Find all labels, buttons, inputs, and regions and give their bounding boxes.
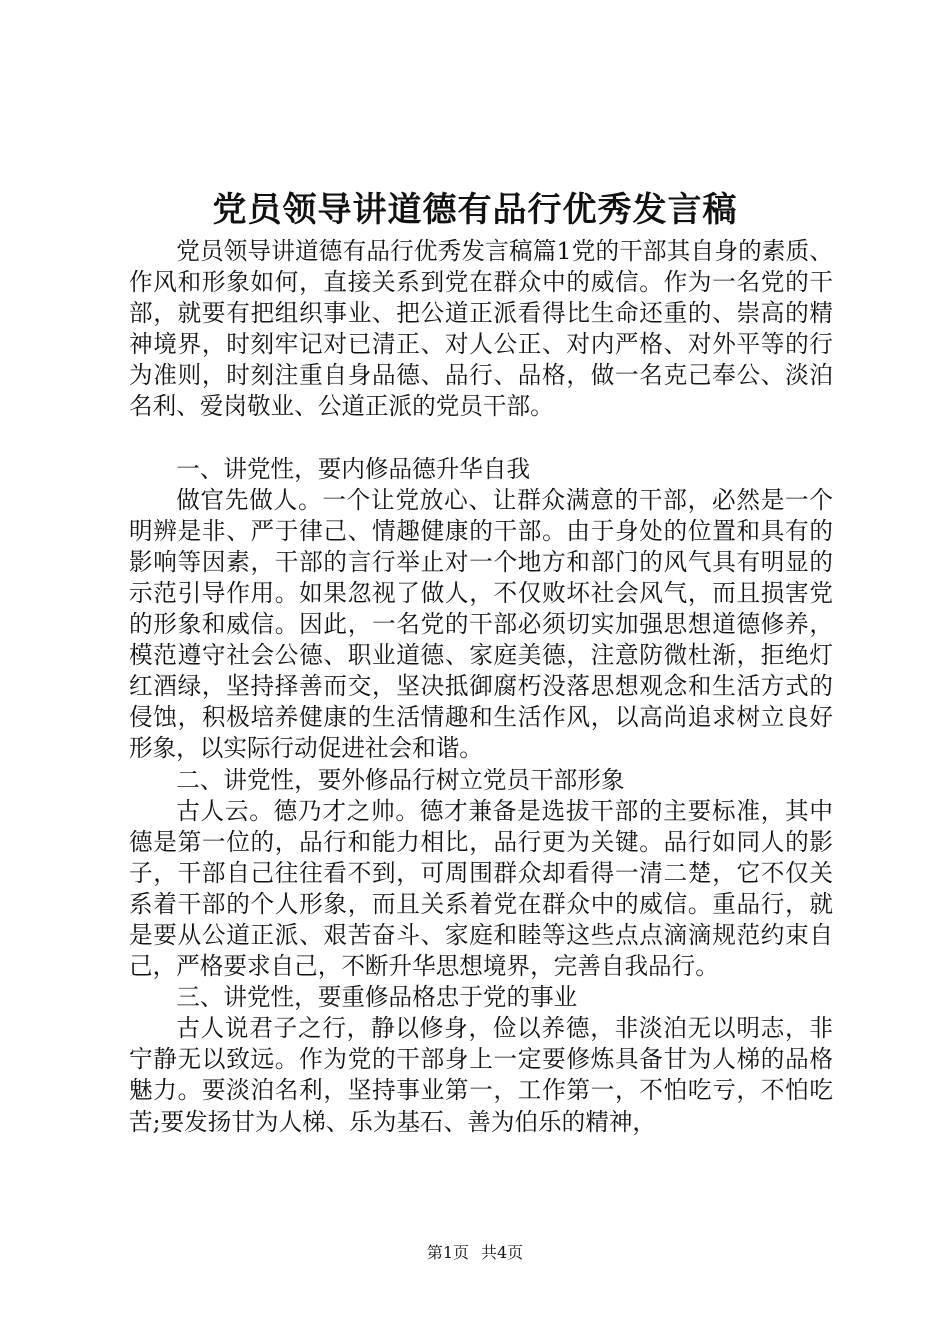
page-total: 共4页 — [481, 1243, 524, 1262]
paragraph-section-3: 古人说君子之行，静以修身，俭以养德，非淡泊无以明志，非宁静无以致远。作为党的干部身上一定要修炼具备甘为人梯的品格魅力。要淡泊名利，坚持事业第一，工作第一，不怕吃亏，不怕吃苦;要发扬甘为人梯、乐为基石、善为伯乐的精神， — [129, 1014, 833, 1136]
document-body — [129, 236, 833, 1138]
document-title: 党员领导讲道德有品行优秀发言稿 — [212, 190, 738, 230]
section-heading-2: 二、讲党性，要外修品行树立党员干部形象 — [176, 765, 625, 794]
paragraph-intro: 党员领导讲道德有品行优秀发言稿篇1党的干部其自身的素质、作风和形象如何，直接关系到党在群众中的威信。作为一名党的干部，就要有把组织事业、把公道正派看得比生命还重的、崇高的精神境界，时刻牢记对已清正、对人公正、对内严格、对外平等的行为准则，时刻注重自身品德、品行、品格，做一名克己奉公、淡泊名利、爱岗敬业、公道正派的党员干部。 — [129, 237, 833, 421]
paragraph-section-2: 古人云。德乃才之帅。德才兼备是选拔干部的主要标准，其中德是第一位的，品行和能力相比，品行更为关键。品行如同人的影子，干部自己往往看不到，可周围群众却看得一清二楚，它不仅关系着干部的个人形象，而且关系着党在群众中的威信。重品行，就是要从公道正派、艰苦奋斗、家庭和睦等这些点点滴滴规范约束自己，严格要求自己，不断升华思想境界，完善自我品行。 — [129, 796, 833, 981]
page-footer — [0, 1242, 950, 1264]
section-heading-1: 一、讲党性，要内修品德升华自我 — [176, 454, 531, 483]
paragraph-section-1: 做官先做人。一个让党放心、让群众满意的干部，必然是一个明辨是非、严于律己、情趣健康的干部。由于身处的位置和具有的影响等因素，干部的言行举止对一个地方和部门的风气具有明显的示范引导作用。如果忽视了做人，不仅败坏社会风气，而且损害党的形象和威信。因此，一名党的干部必须切实加强思想道德修养，模范遵守社会公德、职业道德、家庭美德，注意防微杜渐，拒绝灯红酒绿，坚持择善而交，坚决抵御腐朽没落思想观念和生活方式的侵蚀，积极培养健康的生活情趣和生活作风，以高尚追求树立良好形象，以实际行动促进社会和谐。 — [129, 485, 833, 763]
section-heading-3: 三、讲党性，要重修品格忠于党的事业 — [176, 983, 578, 1012]
page-number: 第1页 — [426, 1243, 469, 1262]
